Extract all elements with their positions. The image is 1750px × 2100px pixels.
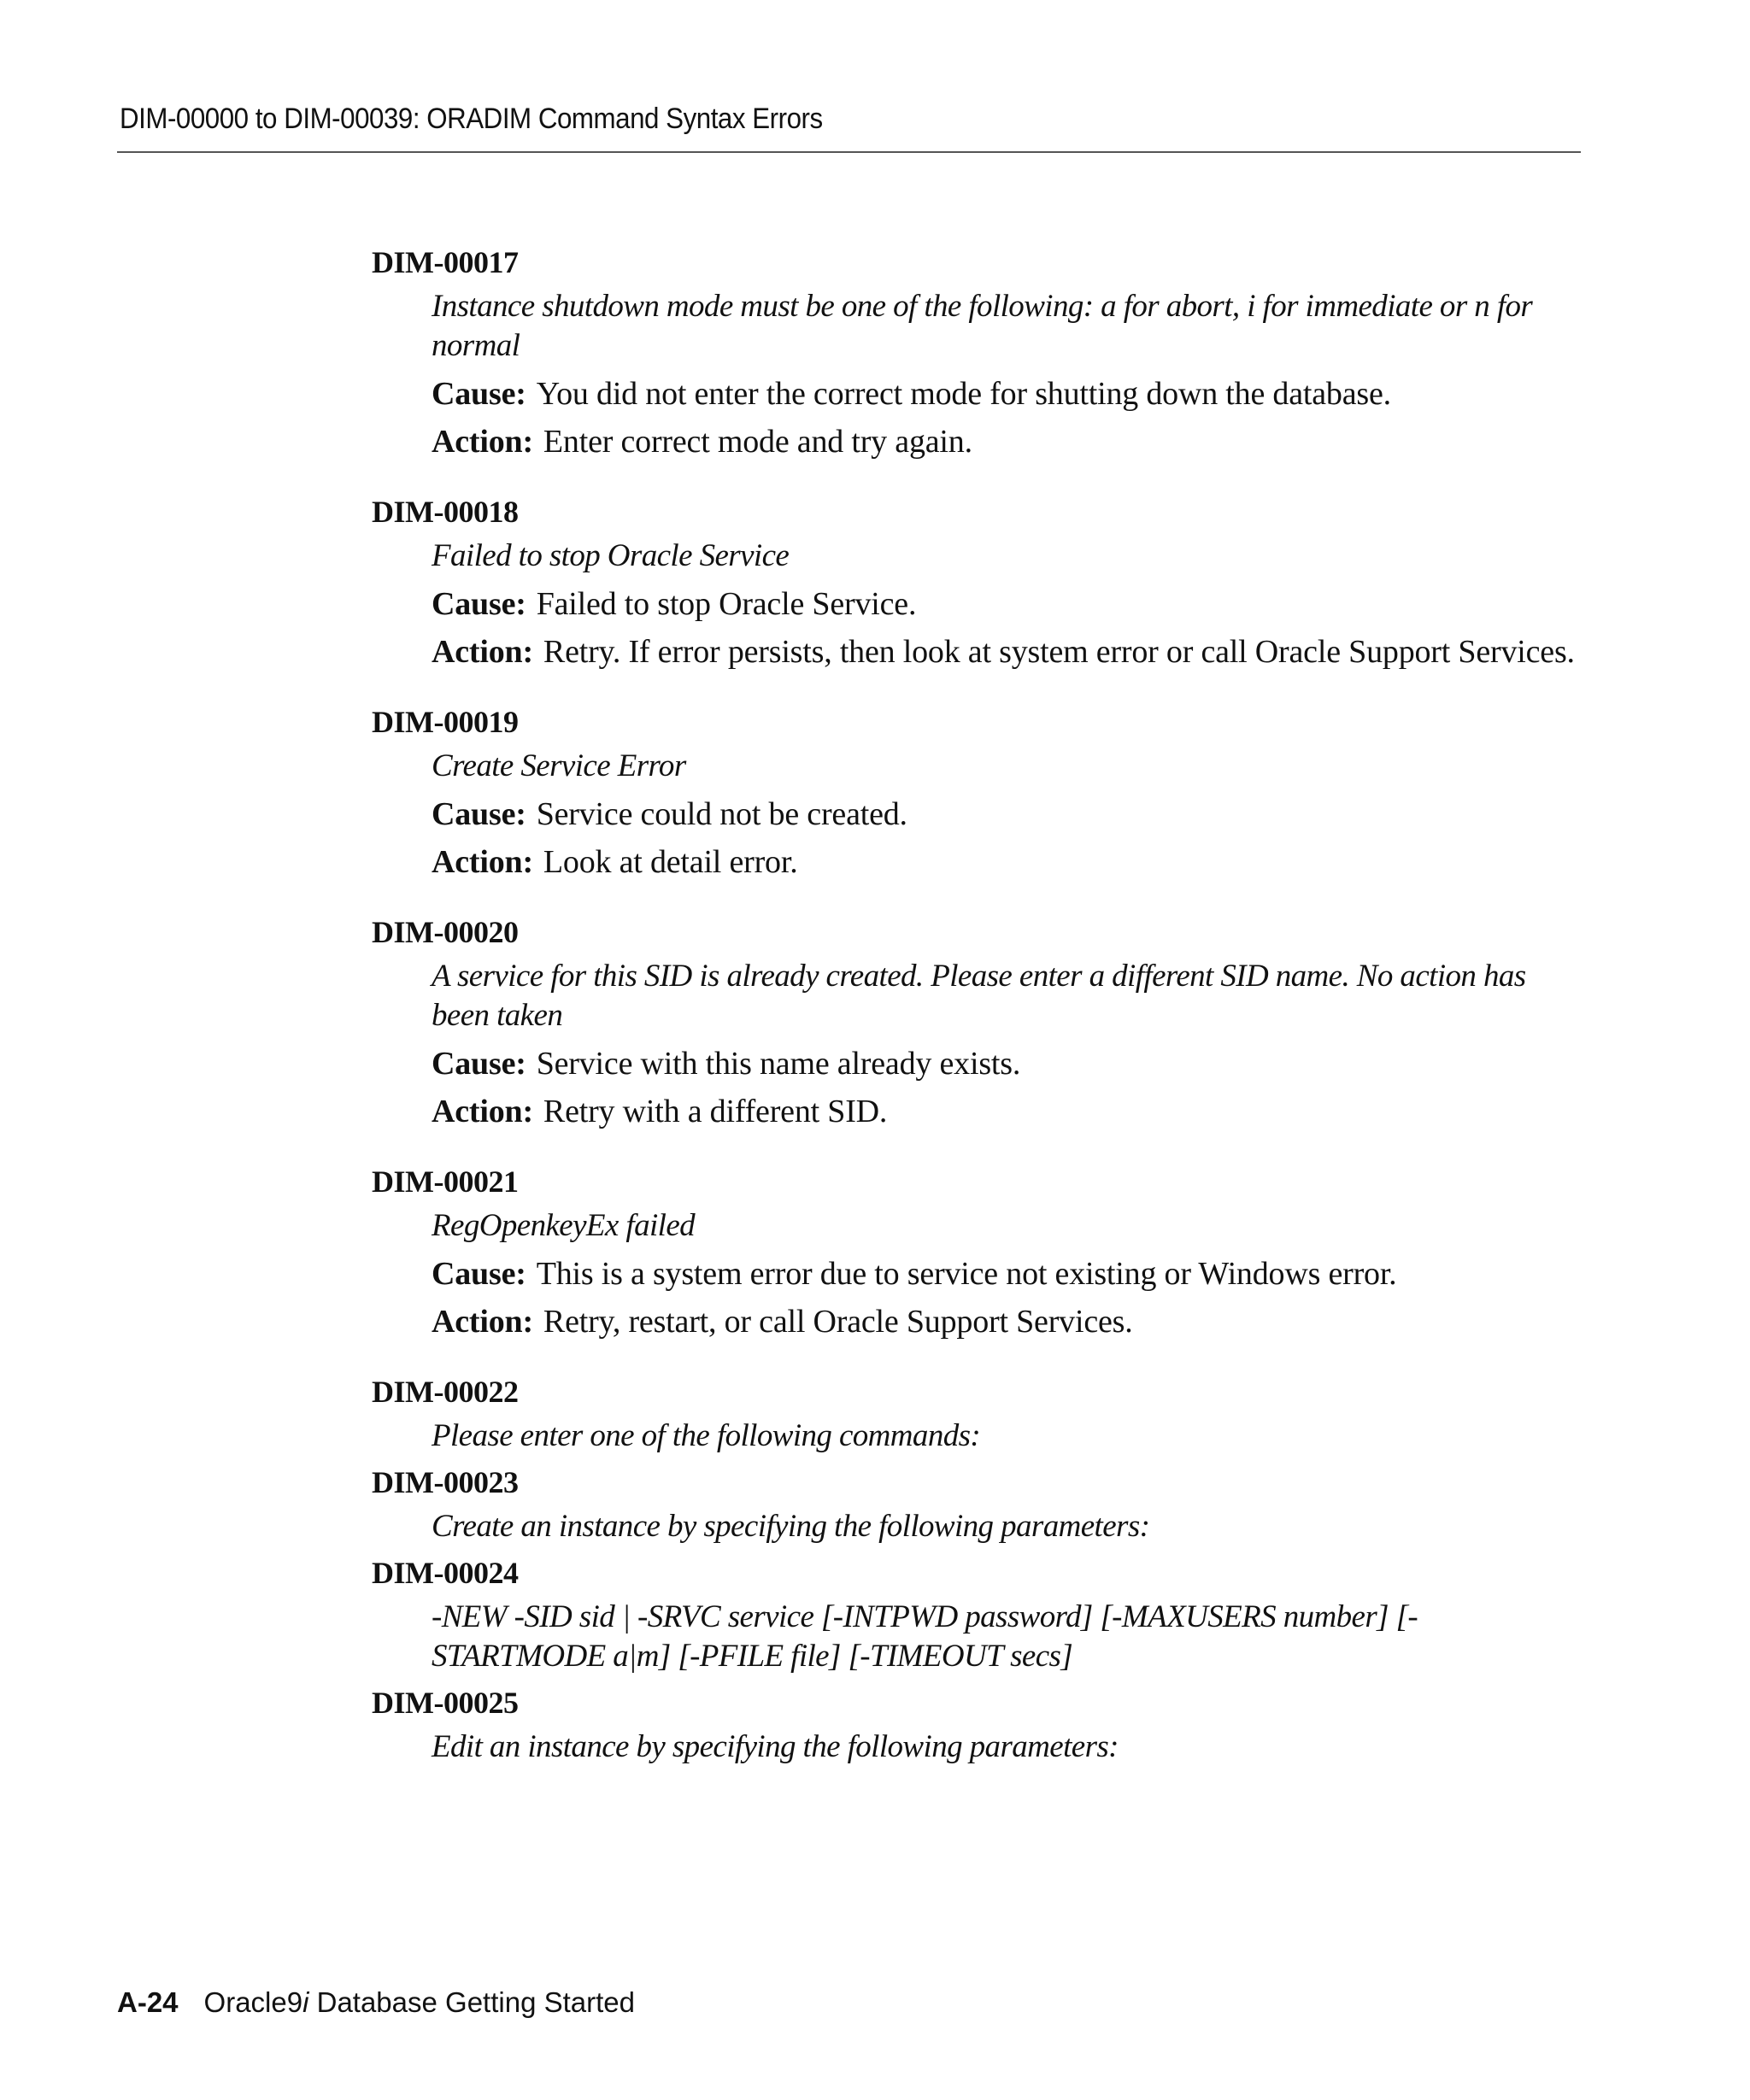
action-label: Action: xyxy=(432,424,533,460)
error-entry-dim-00019 xyxy=(372,701,1585,882)
error-code: DIM-00022 xyxy=(372,1375,519,1409)
action-paragraph xyxy=(432,422,1585,461)
error-code: DIM-00020 xyxy=(372,915,519,949)
error-entry-dim-00022 xyxy=(372,1370,1585,1456)
cause-text: Failed to stop Oracle Service. xyxy=(536,586,917,622)
cause-label: Cause: xyxy=(432,376,526,412)
action-paragraph xyxy=(432,842,1585,882)
error-code: DIM-00021 xyxy=(372,1164,519,1199)
error-entry-dim-00020 xyxy=(372,911,1585,1131)
error-message: A service for this SID is already created. Please enter a different SID name. No action has been taken xyxy=(432,959,1526,1033)
error-entry-dim-00024 xyxy=(372,1552,1585,1676)
cause-text: Service with this name already exists. xyxy=(536,1046,1021,1082)
book-title-italic: i xyxy=(302,1986,309,2018)
cause-paragraph xyxy=(432,1044,1585,1083)
cause-paragraph xyxy=(432,584,1585,624)
page-number: A-24 xyxy=(117,1986,179,2018)
error-code: DIM-00023 xyxy=(372,1465,519,1499)
error-entry-dim-00018 xyxy=(372,490,1585,672)
action-text: Retry with a different SID. xyxy=(543,1094,888,1129)
cause-label: Cause: xyxy=(432,1256,526,1292)
cause-paragraph xyxy=(432,795,1585,834)
action-text: Enter correct mode and try again. xyxy=(543,424,972,460)
cause-label: Cause: xyxy=(432,796,526,832)
action-paragraph xyxy=(432,632,1585,672)
action-paragraph xyxy=(432,1092,1585,1131)
action-label: Action: xyxy=(432,844,533,880)
error-code: DIM-00019 xyxy=(372,705,519,739)
error-message: Failed to stop Oracle Service xyxy=(432,538,790,573)
error-entry-dim-00023 xyxy=(372,1461,1585,1546)
error-entry-dim-00021 xyxy=(372,1160,1585,1341)
action-label: Action: xyxy=(432,1094,533,1129)
error-message: -NEW -SID sid | -SRVC service [-INTPWD password] [-MAXUSERS number] [-STARTMODE a|m] [-PFILE file] [-TIMEOUT secs] xyxy=(432,1599,1418,1674)
error-entry-dim-00017 xyxy=(372,241,1585,461)
book-title-prefix: Oracle9 xyxy=(203,1986,303,2018)
cause-paragraph xyxy=(432,1254,1585,1293)
book-title-suffix: Database Getting Started xyxy=(308,1986,635,2018)
running-header: DIM-00000 to DIM-00039: ORADIM Command Syntax Errors xyxy=(120,103,823,135)
action-label: Action: xyxy=(432,634,533,670)
cause-label: Cause: xyxy=(432,586,526,622)
action-text: Look at detail error. xyxy=(543,844,798,880)
error-entry-dim-00025 xyxy=(372,1681,1585,1767)
error-code: DIM-00017 xyxy=(372,245,519,279)
error-message: Edit an instance by specifying the following parameters: xyxy=(432,1729,1119,1764)
error-message: Instance shutdown mode must be one of the following: a for abort, i for immediate or n for normal xyxy=(432,289,1533,363)
error-code: DIM-00025 xyxy=(372,1686,519,1720)
header-rule xyxy=(117,151,1581,153)
error-code: DIM-00018 xyxy=(372,495,519,529)
error-message: Please enter one of the following commands: xyxy=(432,1418,981,1453)
action-text: Retry, restart, or call Oracle Support Services. xyxy=(543,1304,1133,1340)
cause-text: Service could not be created. xyxy=(536,796,907,832)
error-message: Create an instance by specifying the following parameters: xyxy=(432,1509,1150,1544)
cause-text: You did not enter the correct mode for shutting down the database. xyxy=(536,376,1391,412)
error-message: RegOpenkeyEx failed xyxy=(432,1208,696,1243)
error-message: Create Service Error xyxy=(432,748,686,783)
action-label: Action: xyxy=(432,1304,533,1340)
cause-text: This is a system error due to service not existing or Windows error. xyxy=(536,1256,1397,1292)
error-list xyxy=(372,241,1585,1772)
error-code: DIM-00024 xyxy=(372,1556,519,1590)
action-text: Retry. If error persists, then look at system error or call Oracle Support Services. xyxy=(543,634,1575,670)
page-footer xyxy=(117,1986,635,2019)
action-paragraph xyxy=(432,1302,1585,1341)
cause-label: Cause: xyxy=(432,1046,526,1082)
cause-paragraph xyxy=(432,374,1585,414)
